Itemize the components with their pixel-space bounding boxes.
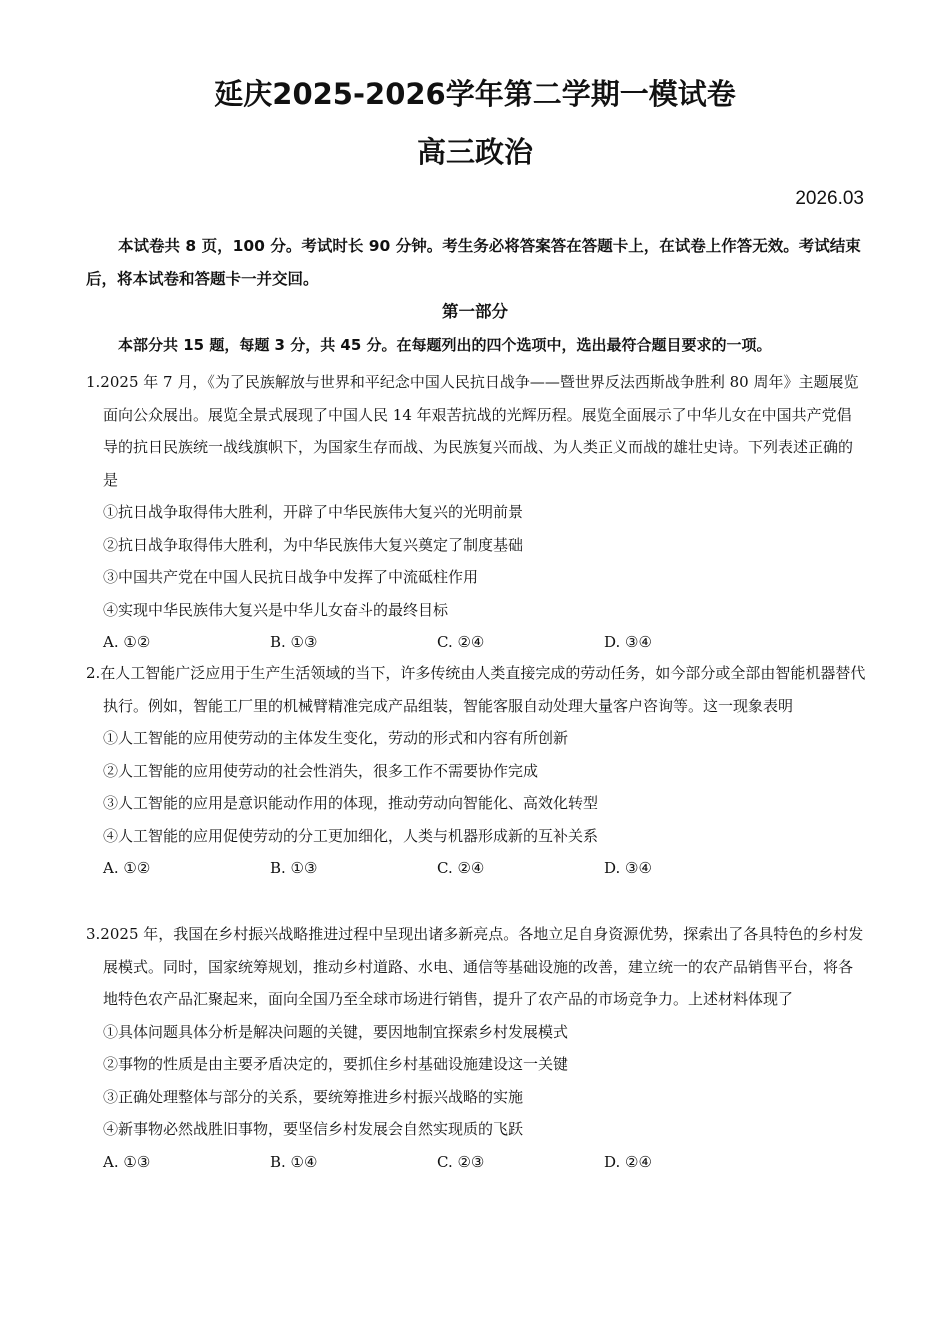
choice-c: C. ②③	[437, 1152, 485, 1171]
choice-c: C. ②④	[437, 633, 485, 651]
exam-instructions: 本试卷共 8 页，100 分。考试时长 90 分钟。考生务必将答案答在答题卡上，在试卷上作答无效。考试结束后，将本试卷和答题卡一并交回。	[86, 237, 861, 288]
section-description: 本部分共 15 题，每题 3 分，共 45 分。在每题列出的四个选项中，选出最符合题目要求的一项。	[118, 336, 772, 354]
choice-d: D. ③④	[604, 633, 652, 651]
choice-b: B. ①④	[270, 1152, 318, 1171]
statement-option: ②事物的性质是由主要矛盾决定的，要抓住乡村基础设施建设这一关键	[103, 1055, 569, 1073]
statement-option: ③中国共产党在中国人民抗日战争中发挥了中流砥柱作用	[103, 568, 479, 586]
answer-choices	[86, 1146, 866, 1179]
choice-b: B. ①③	[270, 859, 318, 877]
statement-option: ②抗日战争取得伟大胜利，为中华民族伟大复兴奠定了制度基础	[103, 535, 524, 554]
question-1	[86, 366, 866, 659]
section-title: 第一部分	[442, 302, 508, 321]
statement-option: ④实现中华民族伟大复兴是中华儿女奋斗的最终目标	[103, 600, 449, 619]
choice-d: D. ②④	[604, 1152, 652, 1171]
statement-option: ②人工智能的应用使劳动的社会性消失，很多工作不需要协作完成	[103, 761, 539, 780]
answer-choices	[86, 852, 866, 885]
exam-date: 2026.03	[795, 188, 864, 209]
exam-subject: 高三政治	[416, 135, 533, 169]
question-stem: 3.2025 年，我国在乡村振兴战略推进过程中呈现出诸多新亮点。各地立足自身资源优势，探索出了各具特色的乡村发展模式。同时，国家统筹规划，推动乡村道路、水电、通信等基础设施的改善，建立统一的农产品销售平台，将各地特色农产品汇聚起来，面向全国乃至全球市场进行销售，提升了农产品的市场竞争力。上述材料体现了	[86, 925, 864, 1008]
choice-a: A. ①②	[103, 633, 151, 651]
statement-option: ③正确处理整体与部分的关系，要统筹推进乡村振兴战略的实施	[103, 1087, 524, 1106]
question-stem: 2.在人工智能广泛应用于生产生活领域的当下，许多传统由人类直接完成的劳动任务，如今部分或全部由智能机器替代执行。例如，智能工厂里的机械臂精准完成产品组装，智能客服自动处理大量客户咨询等。这一现象表明	[86, 664, 866, 715]
choice-b: B. ①③	[270, 633, 318, 651]
statement-option: ①人工智能的应用使劳动的主体发生变化，劳动的形式和内容有所创新	[103, 729, 569, 747]
choice-d: D. ③④	[604, 859, 652, 877]
statement-option: ④人工智能的应用促使劳动的分工更加细化，人类与机器形成新的互补关系	[103, 826, 599, 845]
statement-option: ④新事物必然战胜旧事物，要坚信乡村发展会自然实现质的飞跃	[103, 1120, 524, 1138]
question-2	[86, 657, 866, 885]
choice-a: A. ①③	[103, 1152, 151, 1171]
exam-title: 延庆2025-2026学年第二学期一模试卷	[214, 77, 736, 111]
question-stem: 1.2025 年 7 月，《为了民族解放与世界和平纪念中国人民抗日战争——暨世界反法西斯战争胜利 80 周年》主题展览面向公众展出。展览全景式展现了中国人民 14 年艰苦抗战的光辉历程。展览全面展示了中华儿女在中国共产党倡导的抗日民族统一战线旗帜下，为国家生存而战、为民族复兴而战、为人类正义而战的雄壮史诗。下列表述正确的是	[86, 373, 859, 489]
question-3	[86, 918, 866, 1178]
choice-c: C. ②④	[437, 859, 485, 877]
choice-a: A. ①②	[103, 859, 151, 877]
answer-choices	[86, 626, 866, 659]
statement-option: ①具体问题具体分析是解决问题的关键，要因地制宜探索乡村发展模式	[103, 1022, 569, 1041]
statement-option: ③人工智能的应用是意识能动作用的体现，推动劳动向智能化、高效化转型	[103, 794, 599, 812]
statement-option: ①抗日战争取得伟大胜利，开辟了中华民族伟大复兴的光明前景	[103, 503, 524, 521]
